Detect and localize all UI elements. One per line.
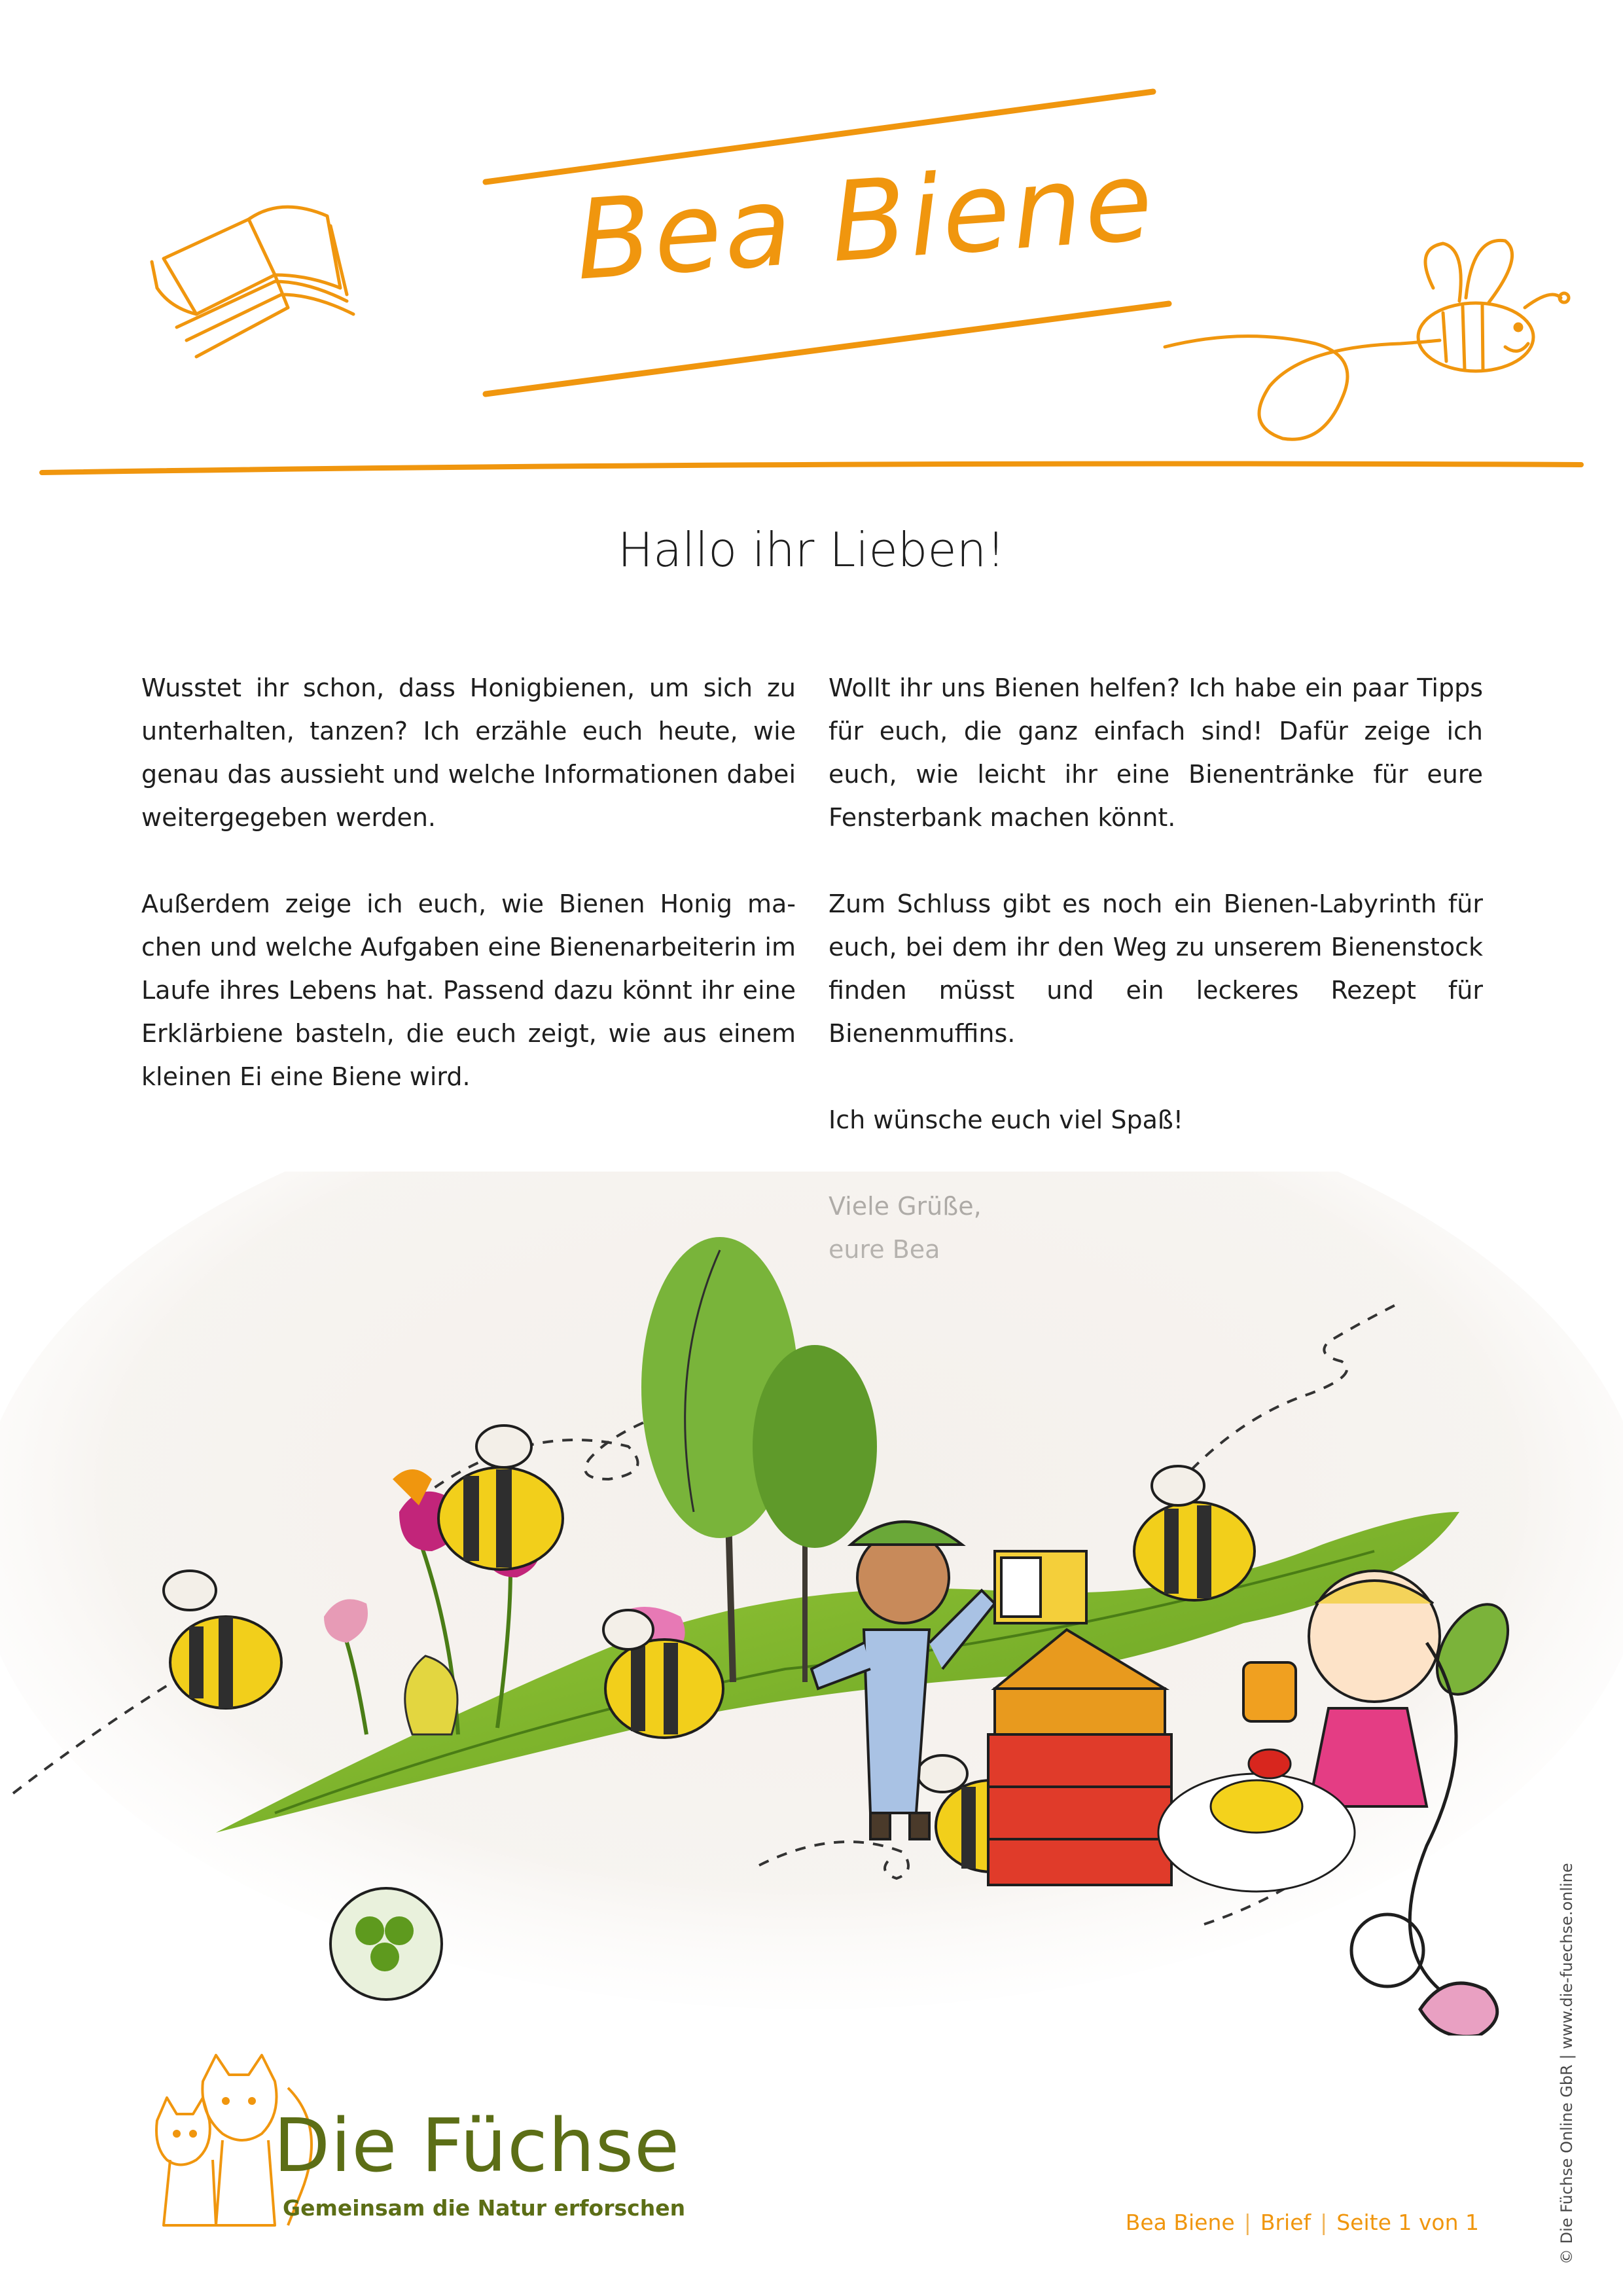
footer-separator: | — [1320, 2210, 1328, 2235]
honeycomb-frame — [995, 1551, 1086, 1623]
document-title: Bea Biene — [571, 136, 1159, 305]
footer-page-number: Seite 1 von 1 — [1336, 2210, 1479, 2235]
bee-flight-path — [1165, 336, 1440, 440]
header-divider — [42, 464, 1581, 473]
paragraph: Wusstet ihr schon, dass Honigbienen, um sich zu unterhalten, tanzen? Ich erzähle euch heute, wie genau das aussieht und welche Informationen dabei weitergegeben werden. — [141, 673, 796, 832]
page-footer — [982, 2210, 1479, 2235]
footer-doc-title: Bea Biene — [1125, 2210, 1235, 2235]
paragraph: Außerdem zeige ich euch, wie Bienen Honig machen und welche Aufgaben eine Bienenarbeiterin im Laufe ihres Lebens hat. Passend dazu könnt ihr eine Erklärbiene basteln, die euch zeigt, wie aus einem kleinen Ei eine Biene wird. — [141, 889, 796, 1091]
copyright-notice: © Die Füchse Online GbR | www.die-fuechse.online — [1558, 1863, 1576, 2265]
logo-name: Die Füchse — [274, 2104, 680, 2189]
closing-line: Ich wünsche euch viel Spaß! — [829, 1105, 1184, 1134]
letter-greeting: Hallo ihr Lieben! — [617, 522, 1006, 577]
paragraph: Zum Schluss gibt es noch ein Bienen-Labyrinth für euch, bei dem ihr den Weg zu unserem Bienenstock finden müsst und ein leckeres Rezept für Bienenmuffins. — [829, 889, 1483, 1048]
book-icon — [152, 207, 353, 357]
paragraph: Wollt ihr uns Bienen helfen? Ich habe ein paar Tipps für euch, die ganz einfach sind! Dafür zeige ich euch, wie leicht ihr eine Bienentränke für eure Fensterbank machen könnt. — [829, 673, 1483, 832]
clover-icon — [330, 1888, 442, 2000]
logo-tagline: Gemeinsam die Natur erforschen — [283, 2195, 686, 2221]
footer-doc-type: Brief — [1260, 2210, 1311, 2235]
bee-icon — [1418, 240, 1569, 371]
title-line-bottom — [486, 304, 1169, 394]
letter-column-left — [141, 666, 796, 1141]
footer-separator: | — [1243, 2210, 1251, 2235]
bee-garden-illustration — [0, 1172, 1623, 2036]
